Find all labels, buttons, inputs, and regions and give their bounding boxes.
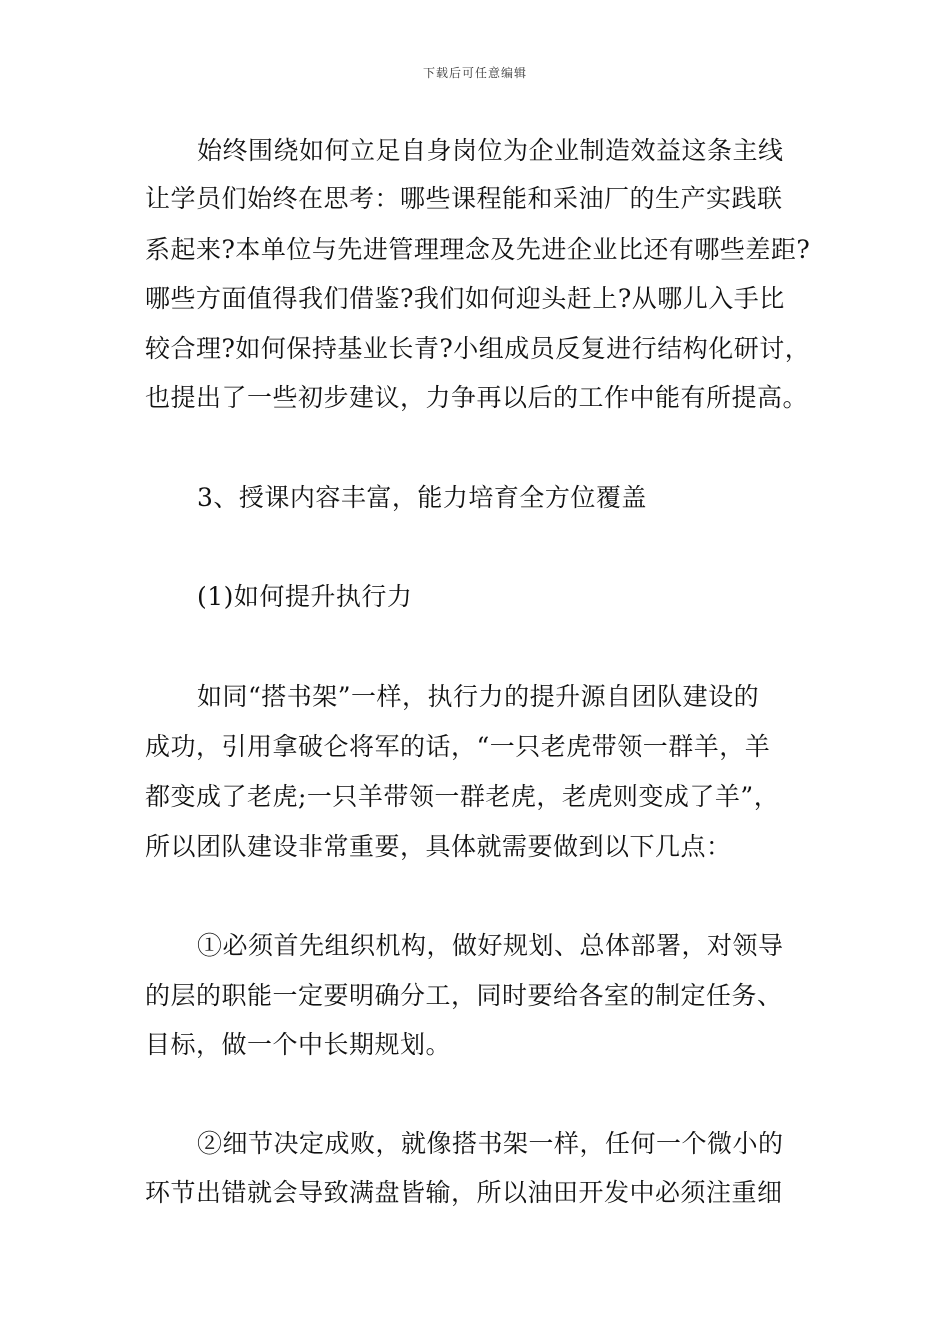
paragraph-line: 如同“搭书架”一样，执行力的提升源自团队建设的 bbox=[197, 682, 760, 711]
paragraph-line: 成功，引用拿破仑将军的话，“一只老虎带领一群羊，羊 bbox=[145, 732, 771, 761]
paragraph-line: 所以团队建设非常重要，具体就需要做到以下几点： bbox=[145, 832, 732, 861]
paragraph-line: 始终围绕如何立足自身岗位为企业制造效益这条主线 bbox=[197, 136, 784, 165]
paragraph-line: 较合理?如何保持基业长青?小组成员反复进行结构化研讨， bbox=[145, 334, 811, 363]
list-item-line: 环节出错就会导致满盘皆输，所以油田开发中必须注重细 bbox=[145, 1178, 783, 1207]
list-item-line: 目标，做一个中长期规划。 bbox=[145, 1030, 452, 1059]
list-item-line: ①必须首先组织机构，做好规划、总体部署，对领导 bbox=[197, 931, 784, 960]
paragraph-line: 哪些方面值得我们借鉴?我们如何迎头赶上?从哪儿入手比 bbox=[145, 284, 785, 313]
paragraph-line: 让学员们始终在思考：哪些课程能和采油厂的生产实践联 bbox=[145, 184, 783, 213]
paragraph-line: 都变成了老虎;一只羊带领一群老虎，老虎则变成了羊”， bbox=[145, 782, 780, 811]
page-header: 下载后可任意编辑 bbox=[422, 66, 527, 80]
paragraph-line: 系起来?本单位与先进管理理念及先进企业比还有哪些差距? bbox=[145, 235, 811, 264]
list-item-line: 的层的职能一定要明确分工，同时要给各室的制定任务、 bbox=[145, 981, 783, 1010]
paragraph-line: 也提出了一些初步建议，力争再以后的工作中能有所提高。 bbox=[145, 383, 809, 412]
section-heading: 3、授课内容丰富，能力培育全方位覆盖 bbox=[197, 483, 647, 512]
list-item-line: ②细节决定成败，就像搭书架一样，任何一个微小的 bbox=[197, 1129, 784, 1158]
subsection-heading: (1)如何提升执行力 bbox=[197, 582, 413, 611]
